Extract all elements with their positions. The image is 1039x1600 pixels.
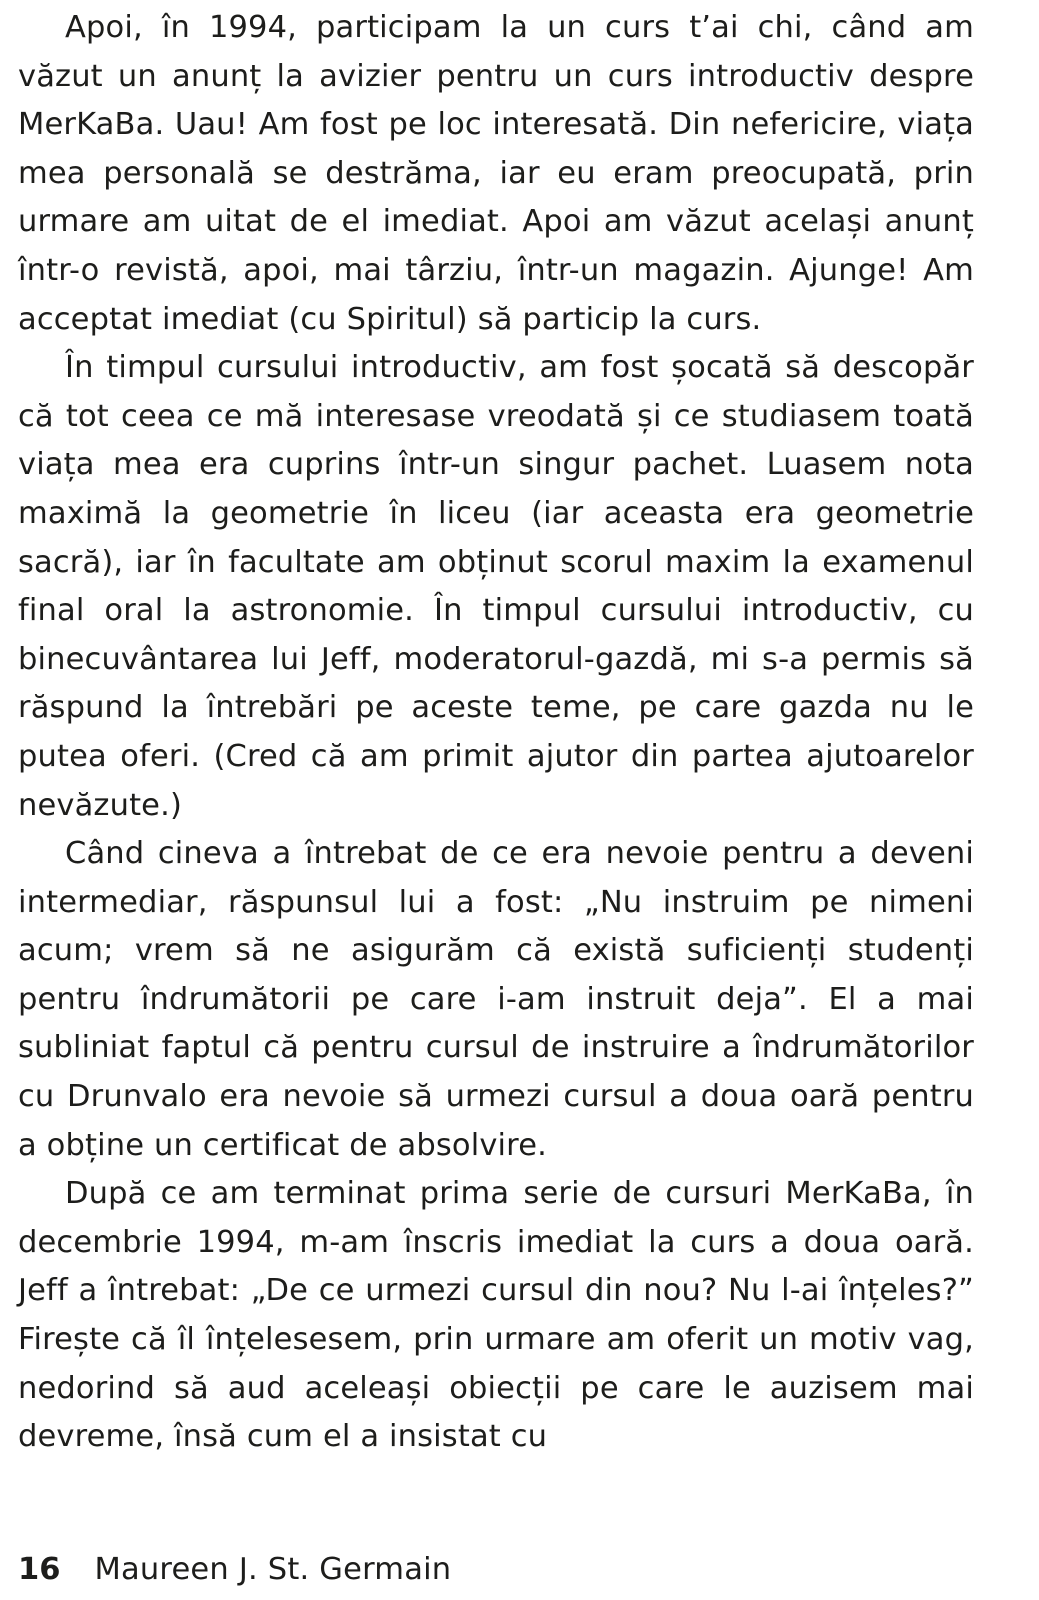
page-number: 16 [18,1552,61,1587]
page-body [18,4,974,1462]
paragraph-4: După ce am terminat prima serie de cursuri MerKaBa, în decembrie 1994, m-am înscris imediat la curs a doua oară. Jeff a întrebat: „De ce urmezi cursul din nou? Nu l-ai înțeles?” Firește că îl înțelesesem, prin urmare am oferit un motiv vag, nedorind să aud aceleași obiecții pe care le auzisem mai devreme, însă cum el a insistat cu [18,1176,974,1455]
paragraph-3: Când cineva a întrebat de ce era nevoie pentru a deveni intermediar, răspunsul lui a fost: „Nu instruim pe nimeni acum; vrem să ne asigurăm că există suficienți studenți pentru îndrumătorii pe care i-am instruit deja”. El a mai subliniat faptul că pentru cursul de instruire a îndrumătorilor cu Drunvalo era nevoie să urmezi cursul a doua oară pentru a obține un certificat de absolvire. [18,836,974,1163]
paragraph-1: Apoi, în 1994, participam la un curs t’ai chi, când am văzut un anunț la avizier pentru un curs introductiv despre MerKaBa. Uau! Am fost pe loc interesată. Din nefericire, viața mea personală se destrăma, iar eu eram preocupată, prin urmare am uitat de el imediat. Apoi am văzut același anunț într-o revistă, apoi, mai târziu, într-un magazin. Ajunge! Am acceptat imediat (cu Spiritul) să particip la curs. [18,10,974,337]
page-footer [18,1545,451,1595]
author-name: Maureen J. St. Germain [94,1552,452,1587]
paragraph-2: În timpul cursului introductiv, am fost șocată să descopăr că tot ceea ce mă interesase vreodată și ce studiasem toată viața mea era cuprins într-un singur pachet. Luasem nota maximă la geometrie în liceu (iar aceasta era geometrie sacră), iar în facultate am obținut scorul maxim la examenul final oral la astronomie. În timpul cursului introductiv, cu binecuvântarea lui Jeff, moderatorul-gazdă, mi s-a permis să răspund la întrebări pe aceste teme, pe care gazda nu le putea oferi. (Cred că am primit ajutor din partea ajutoarelor nevăzute.) [18,350,974,823]
